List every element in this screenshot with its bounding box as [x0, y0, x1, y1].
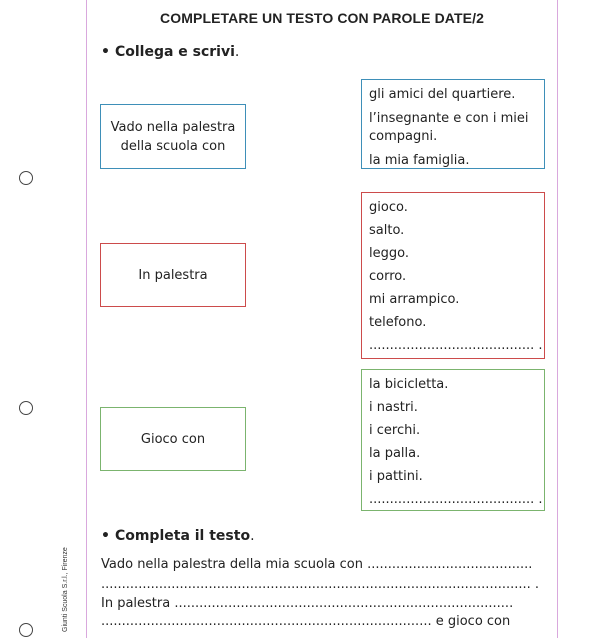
option-blank-line[interactable]: ........................................ .: [369, 338, 543, 353]
option-item[interactable]: la mia famiglia.: [369, 153, 470, 168]
option-item[interactable]: telefono.: [369, 315, 427, 330]
section-label: Collega e scrivi: [114, 44, 235, 60]
section-heading-completa: • Completa il testo.: [101, 528, 255, 544]
phrase-box-vado[interactable]: [100, 104, 246, 169]
option-item[interactable]: i nastri.: [369, 400, 418, 415]
phrase-box-in-palestra[interactable]: [100, 243, 246, 307]
punch-hole-middle: [19, 401, 33, 415]
option-item[interactable]: salto.: [369, 223, 405, 238]
option-item[interactable]: l’insegnante e con i miei compagni.: [369, 111, 529, 144]
phrase-text: Vado nella palestra della scuola con: [110, 119, 236, 154]
option-item[interactable]: mi arrampico.: [369, 292, 460, 307]
option-item[interactable]: la bicicletta.: [369, 377, 449, 392]
option-blank-line[interactable]: ........................................ .: [369, 492, 543, 507]
options-box-blue: [361, 79, 545, 169]
option-item[interactable]: la palla.: [369, 446, 421, 461]
bullet-icon: •: [101, 44, 110, 60]
fill-line[interactable]: ................................................................................ e gioco con: [101, 614, 511, 629]
options-box-red: [361, 192, 545, 359]
fill-line[interactable]: ........................................................................................................ .: [101, 577, 540, 592]
section-heading-collega: • Collega e scrivi.: [101, 44, 240, 60]
fill-line[interactable]: In palestra ..................................................................................: [101, 596, 514, 611]
option-item[interactable]: gli amici del quartiere.: [369, 87, 516, 102]
bullet-icon: •: [101, 528, 110, 544]
punch-hole-bottom: [19, 623, 33, 637]
phrase-box-gioco-con[interactable]: [100, 407, 246, 471]
copyright-note: Giunti Scuola S.r.l., Firenze: [62, 547, 69, 632]
options-box-green: [361, 369, 545, 511]
phrase-text: Gioco con: [140, 431, 206, 447]
option-item[interactable]: i pattini.: [369, 469, 423, 484]
phrase-text: In palestra: [138, 267, 208, 283]
fill-line[interactable]: Vado nella palestra della mia scuola con ........................................: [101, 557, 533, 572]
option-item[interactable]: i cerchi.: [369, 423, 421, 438]
option-item[interactable]: leggo.: [369, 246, 409, 261]
option-item[interactable]: gioco.: [369, 200, 408, 215]
punch-hole-top: [19, 171, 33, 185]
option-item[interactable]: corro.: [369, 269, 407, 284]
section-label: Completa il testo: [114, 528, 251, 544]
page-title: COMPLETARE UN TESTO CON PAROLE DATE/2: [160, 10, 484, 26]
